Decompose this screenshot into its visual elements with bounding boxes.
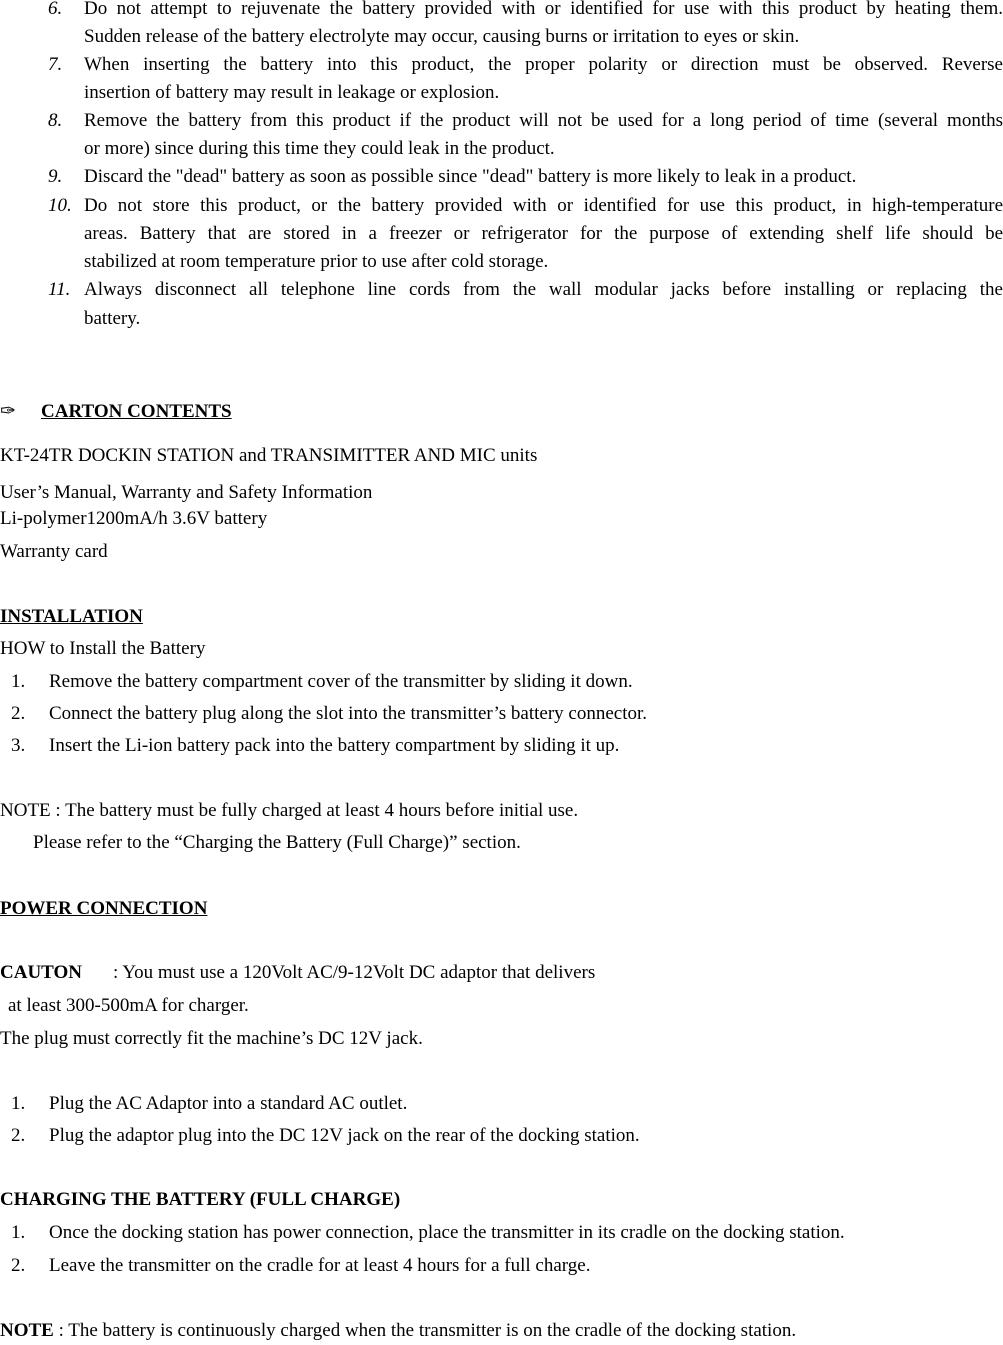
charging-heading: CHARGING THE BATTERY (FULL CHARGE) [0,1189,401,1210]
caution-text: : You must use a 120Volt AC/9-12Volt DC adaptor that delivers [113,962,596,983]
list-item-line: Do not attempt to rejuvenate the battery provided with or identified for use with this product by heating them. [84,0,1003,19]
list-item-line: insertion of battery may result in leakage or explosion. [84,82,500,103]
list-number: 7. [48,54,63,75]
step-number: 1. [11,1222,26,1243]
step-number: 1. [11,1093,26,1114]
list-item-line: Do not store this product, or the battery provided with or identified for use this product, in high-temperature [84,195,1003,216]
carton-item: User’s Manual, Warranty and Safety Information [0,482,373,503]
list-number: 10. [48,195,72,216]
list-item-line: Remove the battery from this product if the product will not be used for a long period of time (several months [84,110,1003,131]
step-text: Leave the transmitter on the cradle for at least 4 hours for a full charge. [49,1255,591,1276]
step-number: 3. [11,735,26,756]
pointing-hand-icon: ✑ [0,401,16,422]
list-item-line: Always disconnect all telephone line cords from the wall modular jacks before installing or replacing the [84,279,1003,300]
charging-note [0,1317,796,1345]
step-text: Once the docking station has power connection, place the transmitter in its cradle on the docking station. [49,1222,845,1243]
list-number: 9. [48,166,63,187]
carton-contents-heading: CARTON CONTENTS [41,401,232,422]
step-text: Insert the Li-ion battery pack into the battery compartment by sliding it up. [49,735,620,756]
list-item-line: or more) since during this time they could leak in the product. [84,138,555,159]
carton-item: Warranty card [0,541,108,562]
list-item-line: areas. Battery that are stored in a freezer or refrigerator for the purpose of extending shelf life should be [84,223,1003,244]
list-item-line: When inserting the battery into this product, the proper polarity or direction must be observed. Reverse [84,54,1003,75]
carton-item: Li-polymer1200mA/h 3.6V battery [0,508,268,529]
installation-subheading: HOW to Install the Battery [0,638,206,659]
plug-requirement: The plug must correctly fit the machine’s DC 12V jack. [0,1028,423,1049]
step-number: 2. [11,703,26,724]
list-item-line: Discard the "dead" battery as soon as possible since "dead" battery is more likely to leak in a product. [84,166,857,187]
caution-text-continued: at least 300-500mA for charger. [8,995,249,1016]
charging-note-text: : The battery is continuously charged when the transmitter is on the cradle of the docking station. [53,1320,797,1341]
list-item-line: stabilized at room temperature prior to use after cold storage. [84,251,549,272]
step-number: 1. [11,671,26,692]
carton-item: KT-24TR DOCKIN STATION and TRANSIMITTER AND MIC units [0,445,538,466]
step-text: Plug the AC Adaptor into a standard AC outlet. [49,1093,408,1114]
installation-note: NOTE : The battery must be fully charged at least 4 hours before initial use. [0,800,579,821]
list-item-line: battery. [84,308,141,329]
list-number: 11. [48,279,71,300]
step-number: 2. [11,1255,26,1276]
list-item-line: Sudden release of the battery electrolyte may occur, causing burns or irritation to eyes or skin. [84,26,800,47]
charging-note-label: NOTE [0,1320,54,1341]
installation-heading: INSTALLATION [0,606,143,627]
step-text: Plug the adaptor plug into the DC 12V jack on the rear of the docking station. [49,1125,640,1146]
caution-label: CAUTON [0,962,82,983]
list-number: 6. [48,0,63,19]
step-number: 2. [11,1125,26,1146]
installation-note-reference: Please refer to the “Charging the Battery (Full Charge)” section. [33,832,521,853]
list-number: 8. [48,110,63,131]
power-connection-heading: POWER CONNECTION [0,898,208,919]
step-text: Connect the battery plug along the slot into the transmitter’s battery connector. [49,703,647,724]
step-text: Remove the battery compartment cover of the transmitter by sliding it down. [49,671,633,692]
